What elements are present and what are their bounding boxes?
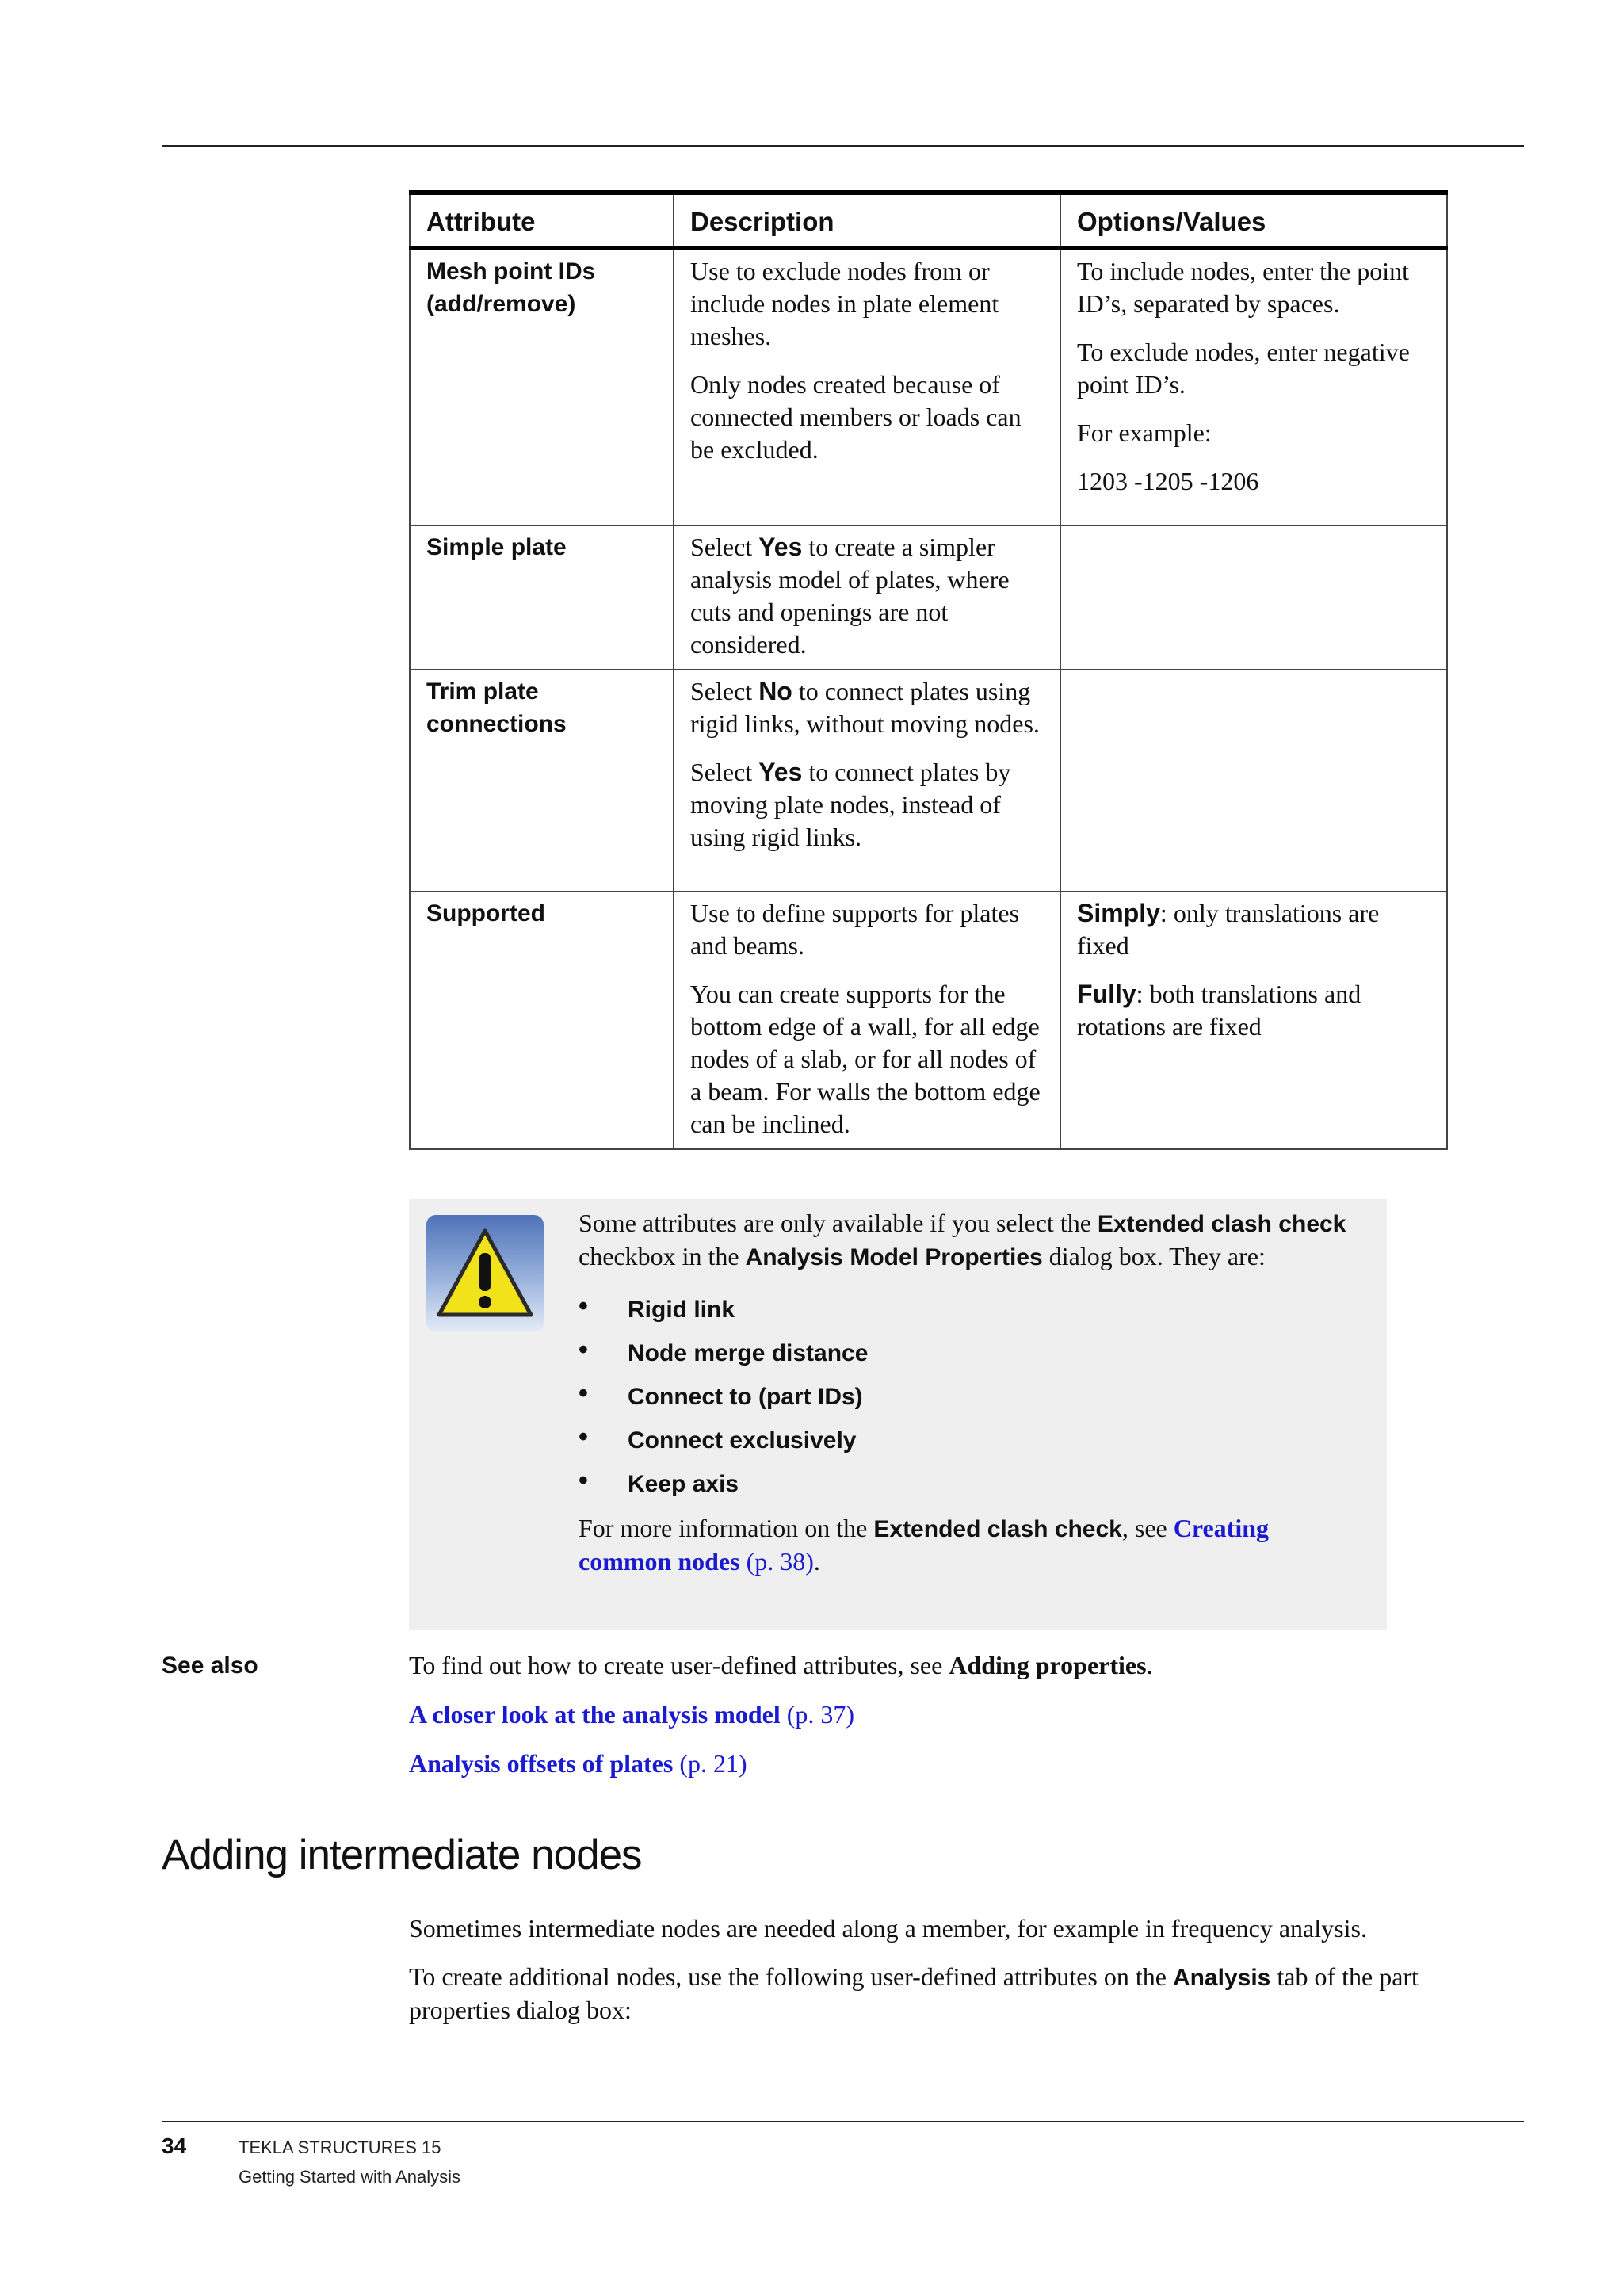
table-header-row xyxy=(410,193,1447,248)
attribute-options xyxy=(1060,892,1447,1149)
footer-rule xyxy=(162,2121,1524,2122)
attribute-options xyxy=(1060,248,1447,525)
attribute-options xyxy=(1060,670,1447,892)
description-paragraph: Select Yes to connect plates by moving plate nodes, instead of using rigid links. xyxy=(690,758,1011,851)
keyword-yes: Yes xyxy=(758,533,803,561)
see-also-link-item[interactable] xyxy=(409,1748,747,1780)
section-heading: Adding intermediate nodes xyxy=(162,1832,642,1878)
adding-properties-term: Adding properties xyxy=(949,1651,1147,1679)
body-paragraph: Sometimes intermediate nodes are needed along a member, for example in frequency analysis. xyxy=(409,1914,1367,1943)
option-simply: Simply xyxy=(1077,899,1160,927)
options-paragraph: Fully: both translations and rotations are fixed xyxy=(1077,980,1361,1041)
attribute-options xyxy=(1060,525,1447,670)
attribute-description xyxy=(674,892,1060,1149)
attribute-table xyxy=(409,190,1448,1150)
list-item: • Rigid link xyxy=(579,1288,1359,1331)
keyword-no: No xyxy=(758,677,792,705)
page-reference[interactable]: (p. 38) xyxy=(739,1547,814,1576)
options-paragraph: To include nodes, enter the point ID’s, separated by spaces. xyxy=(1077,257,1409,318)
see-also-label: See also xyxy=(162,1652,258,1679)
closer-look-analysis-model-link[interactable]: A closer look at the analysis model xyxy=(409,1700,781,1729)
note-content xyxy=(579,1207,1359,1578)
analysis-tab-term: Analysis xyxy=(1172,1965,1271,1991)
attribute-name: Mesh point IDs (add/remove) xyxy=(410,248,674,525)
list-item: • Connect exclusively xyxy=(579,1419,1359,1462)
list-item: • Keep axis xyxy=(579,1462,1359,1506)
table-row xyxy=(410,525,1447,670)
page-number: 34 xyxy=(162,2134,187,2158)
extended-clash-check-term: Extended clash check xyxy=(873,1516,1122,1542)
option-fully: Fully xyxy=(1077,980,1136,1008)
attribute-description xyxy=(674,670,1060,892)
description-paragraph: Only nodes created because of connected members or loads can be excluded. xyxy=(690,370,1022,464)
attribute-name: Supported xyxy=(410,892,674,1149)
footer-subtitle: Getting Started with Analysis xyxy=(239,2167,461,2187)
column-header-attribute: Attribute xyxy=(410,193,674,248)
extended-clash-check-term: Extended clash check xyxy=(1097,1211,1346,1237)
attribute-name: Trim plate connections xyxy=(410,670,674,892)
description-paragraph: Use to define supports for plates and beams. xyxy=(690,899,1020,960)
description-paragraph: Select Yes to create a simpler analysis model of plates, where cuts and openings are not considered. xyxy=(690,533,1010,659)
note-list xyxy=(579,1288,1359,1506)
table-row xyxy=(410,248,1447,525)
analysis-model-properties-term: Analysis Model Properties xyxy=(745,1244,1043,1270)
see-also-link-item[interactable] xyxy=(409,1698,854,1731)
creating-common-nodes-link[interactable]: Creating common nodes xyxy=(579,1514,1269,1576)
attribute-name: Simple plate xyxy=(410,525,674,670)
list-item: • Node merge distance xyxy=(579,1331,1359,1375)
table-row xyxy=(410,892,1447,1149)
header-rule xyxy=(162,145,1524,147)
see-also-text: To find out how to create user-defined attributes, see Adding properties. xyxy=(409,1651,1153,1679)
options-paragraph: Simply: only translations are fixed xyxy=(1077,899,1380,960)
note-intro: Some attributes are only available if you select the Extended clash check checkbox in the Analysis Model Properties dialog box. They are: xyxy=(579,1209,1346,1270)
column-header-options: Options/Values xyxy=(1060,193,1447,248)
attribute-description xyxy=(674,525,1060,670)
note-more-info: For more information on the Extended clash check, see Creating common nodes (p. 38). xyxy=(579,1514,1269,1576)
keyword-yes: Yes xyxy=(758,758,803,786)
page-reference[interactable]: (p. 21) xyxy=(673,1749,747,1778)
description-paragraph: You can create supports for the bottom edge of a wall, for all edge nodes of a slab, or for all nodes of a beam. For walls the bottom edge can be inclined. xyxy=(690,980,1041,1138)
note-box xyxy=(409,1199,1387,1630)
warning-icon xyxy=(425,1213,545,1334)
description-paragraph: Select No to connect plates using rigid links, without moving nodes. xyxy=(690,677,1040,738)
attribute-description xyxy=(674,248,1060,525)
column-header-description: Description xyxy=(674,193,1060,248)
options-paragraph: For example: xyxy=(1077,418,1212,447)
table-row xyxy=(410,670,1447,892)
body-paragraph: To create additional nodes, use the following user-defined attributes on the Analysis tab of the part properties dialog box: xyxy=(409,1962,1419,2024)
footer-title: TEKLA STRUCTURES 15 xyxy=(239,2137,441,2157)
options-example: 1203 -1205 -1206 xyxy=(1077,467,1259,495)
page-reference[interactable]: (p. 37) xyxy=(780,1700,855,1729)
description-paragraph: Use to exclude nodes from or include nodes in plate element meshes. xyxy=(690,257,999,350)
analysis-offsets-plates-link[interactable]: Analysis offsets of plates xyxy=(409,1749,674,1778)
options-paragraph: To exclude nodes, enter negative point ID’s. xyxy=(1077,338,1410,399)
list-item: • Connect to (part IDs) xyxy=(579,1375,1359,1419)
